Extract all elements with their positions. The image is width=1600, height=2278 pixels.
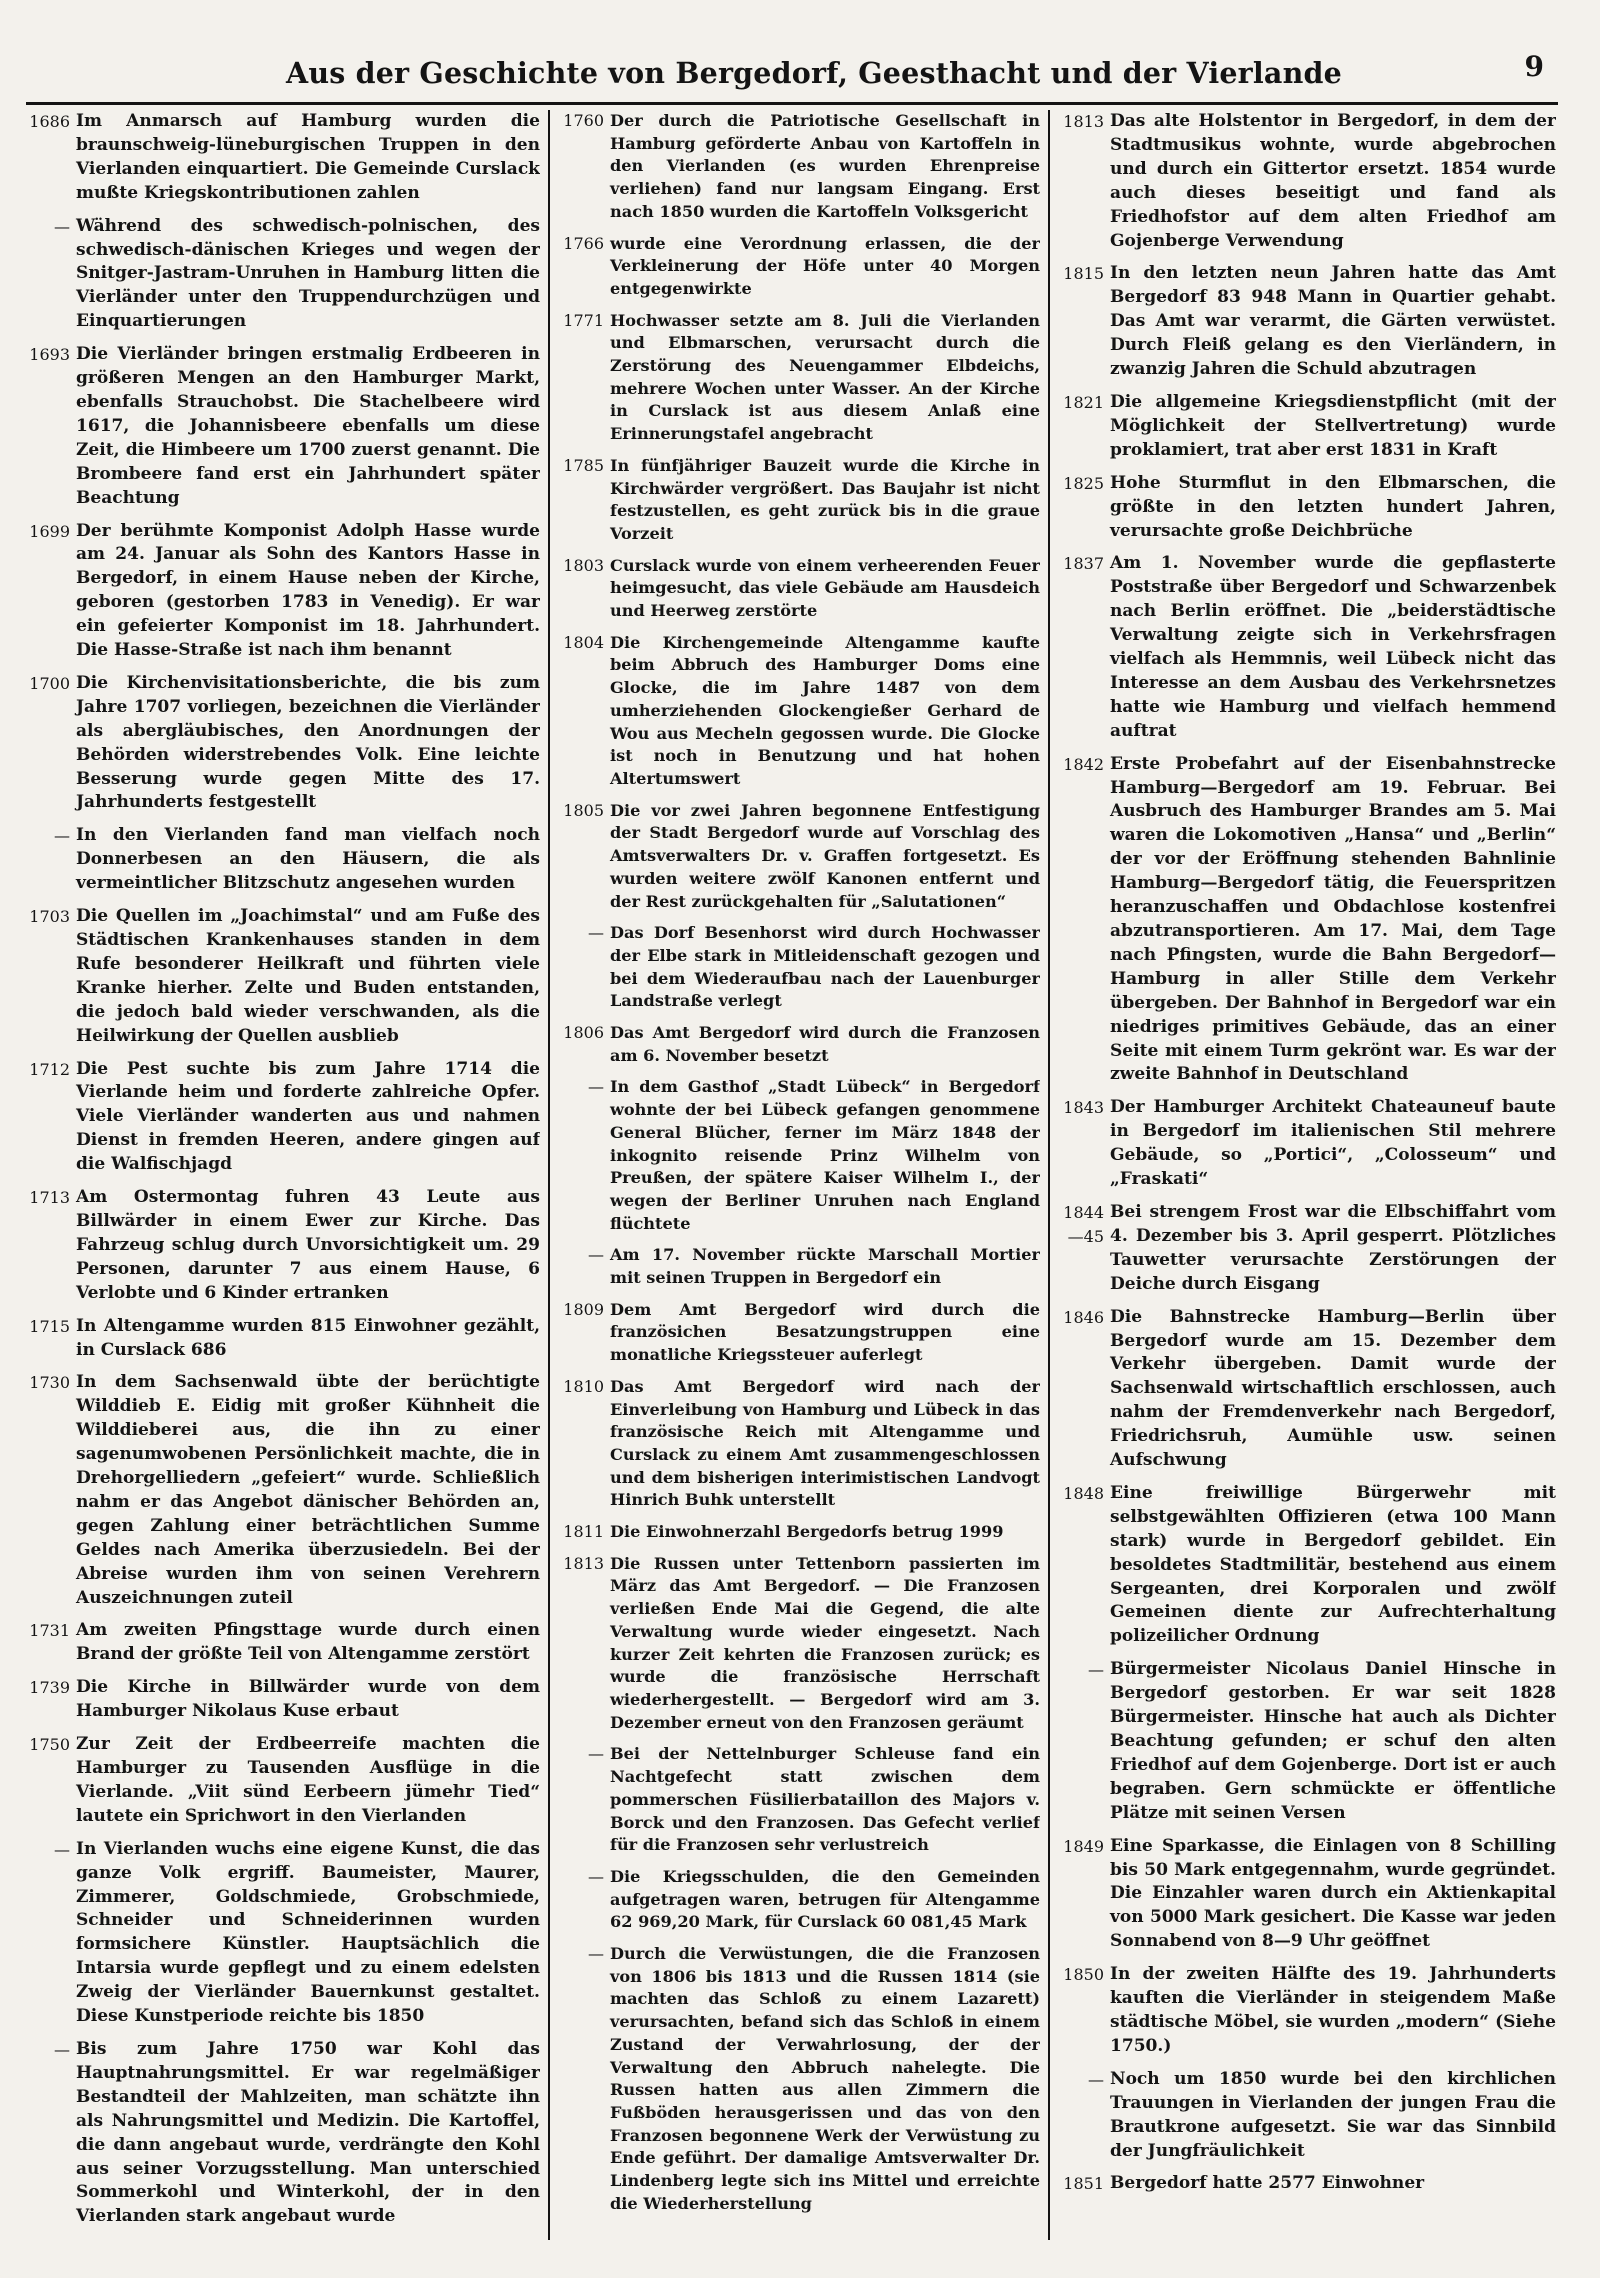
entry-year: 1837 (1063, 554, 1104, 574)
entry-text: Die Pest suchte bis zum Jahre 1714 die Vierlande heim und forderte zahlreiche Opfer. Viele Vierländer wanderten aus und nahmen Dienst in fremden Heeren, andere gingen auf die Walfischjagd (76, 1058, 540, 1175)
chronicle-entry (556, 1521, 1040, 1544)
entry-year: 1760 (563, 111, 604, 130)
entry-year: 1850 (1063, 1965, 1104, 1985)
chronicle-entry (1056, 552, 1556, 743)
entry-text: Die Vierländer bringen erstmalig Erdbeeren in größeren Mengen an den Hamburger Markt, ebenfalls Strauchobst. Die Stachelbeere wird 1617, die Johannisbeere ebenfalls um diese Zeit, die Himbeere um 1700 zuerst genannt. Die Brombeere fand erst ein Jahrhundert später Beachtung (76, 344, 540, 508)
entry-text: Die Einwohnerzahl Bergedorfs betrug 1999 (610, 1522, 1004, 1542)
entry-text: Am Ostermontag fuhren 43 Leute aus Billwärder in einem Ewer zur Kirche. Das Fahrzeug schlug durch Unvorsichtigkeit um. 29 Personen, darunter 7 aus einem Hause, 6 Verlobte und 6 Kinder ertranken (76, 1187, 540, 1303)
entry-year: — (588, 1866, 604, 1886)
chronicle-entry (1056, 1658, 1556, 1825)
entry-text: In der zweiten Hälfte des 19. Jahrhunderts kauften die Vierländer in steigendem Maße städtische Möbel, sie wurden „modern“ (Siehe 1750.) (1110, 1964, 1556, 2056)
chronicle-entry (26, 1315, 540, 1363)
chronicle-column-2 (556, 110, 1040, 2240)
chronicle-entry (1056, 1096, 1556, 1192)
entry-year: 1730 (29, 1373, 70, 1393)
entry-year: 1844—45 (1063, 1202, 1104, 1246)
chronicle-entry (556, 1376, 1040, 1512)
entry-year: 1813 (563, 1553, 604, 1573)
entry-year: — (54, 1839, 70, 1859)
entry-text: wurde eine Verordnung erlassen, die der Verkleinerung der Höfe unter 40 Morgen entgegenwirkte (610, 233, 1040, 298)
entry-year: 1821 (1063, 392, 1104, 412)
entry-text: Der Hamburger Architekt Chateauneuf baute in Bergedorf im italienischen Stil mehrere Gebäude, so „Portici“, „Colosseum“ und „Fraskati“ (1110, 1097, 1556, 1190)
chronicle-entry (556, 455, 1040, 546)
chronicle-entry (1056, 391, 1556, 463)
chronicle-entry (26, 905, 540, 1048)
entry-year: 1766 (563, 233, 604, 253)
entry-year: 1804 (563, 632, 604, 652)
entry-year: 1699 (29, 521, 70, 541)
entry-year: 1843 (1063, 1098, 1104, 1118)
chronicle-entry (26, 1838, 540, 2029)
entry-year: 1686 (29, 112, 70, 131)
entry-year: 1700 (29, 673, 70, 693)
chronicle-column-3 (1056, 110, 1556, 2240)
chronicle-entry (26, 520, 540, 663)
page-title: Aus der Geschichte von Bergedorf, Geesthacht und der Vierlande (286, 56, 1342, 90)
entry-year: 1815 (1063, 264, 1104, 284)
entry-text: Das Amt Bergedorf wird nach der Einverleibung von Hamburg und Lübeck in das französische Reich mit Altengamme und Curslack zu einem Amt zusammengeschlossen und dem bisherigen interimistischen Landvogt Hinrich Buhk unterstellt (610, 1376, 1040, 1510)
chronicle-entry (26, 2038, 540, 2229)
entry-year: 1842 (1063, 754, 1104, 774)
chronicle-entry (556, 1553, 1040, 1735)
entry-text: Der berühmte Komponist Adolph Hasse wurde am 24. Januar als Sohn des Kantors Hasse in Bergedorf, in einem Hause neben der Kirche, geboren (gestorben 1783 in Venedig). Er war ein gefeierter Komponist im 18. Jahrhundert. Die Hasse-Straße ist nach ihm benannt (76, 520, 540, 661)
entry-text: Die Quellen im „Joachimstal“ und am Fuße des Städtischen Krankenhauses standen in dem Rufe besonderer Heilkraft und führten viele Kranke hierher. Zelte und Buden entstanden, die jedoch bald wieder verschwanden, als die Heilwirkung der Quellen ausblieb (76, 906, 540, 1046)
chronicle-entry (1056, 262, 1556, 382)
entry-year: 1785 (563, 455, 604, 475)
chronicle-entry (556, 1244, 1040, 1289)
chronicle-entry (1056, 2068, 1556, 2164)
entry-year: — (588, 1245, 604, 1265)
chronicle-entry (556, 922, 1040, 1013)
chronicle-entry (26, 824, 540, 896)
entry-text: Am zweiten Pfingsttage wurde durch einen Brand der größte Teil von Altengamme zerstört (76, 1620, 540, 1665)
entry-text: Das Dorf Besenhorst wird durch Hochwasser der Elbe stark in Mitleidenschaft gezogen und bei dem Wiederaufbau nach der Lauenburger Landstraße verlegt (610, 923, 1040, 1011)
entry-text: Durch die Verwüstungen, die die Franzosen von 1806 bis 1813 und die Russen 1814 (sie machten das Schloß zu einem Lazarett) verursachten, befand sich das Schloß in einem Zustand der Verwahrlosung, der der Verwaltung den Abbruch nahelegte. Die Russen hatten aus allen Zimmern die Fußböden herausgerissen und das von den Franzosen begonnene Werk der Verwüstung zu Ende geführt. Der damalige Amtsverwalter Dr. Lindenberg legte sich ins Mittel und erreichte die Wiederherstellung (610, 1944, 1040, 2213)
chronicle-entry (26, 1733, 540, 1829)
chronicle-entry (1056, 1482, 1556, 1649)
entry-text: Noch um 1850 wurde bei den kirchlichen Trauungen in Vierlanden der jungen Frau die Brautkrone aufgesetzt. Sie war das Sinnbild der Jungfräulichkeit (1110, 2068, 1556, 2161)
entry-year: 1803 (563, 555, 604, 575)
entry-text: Im Anmarsch auf Hamburg wurden die braunschweig-lüneburgischen Truppen in den Vierlanden einquartiert. Die Gemeinde Curslack mußte Kriegskontributionen zahlen (76, 111, 540, 203)
entry-text: In dem Gasthof „Stadt Lübeck“ in Bergedorf wohnte der bei Lübeck gefangen genommene General Blücher, ferner im März 1848 der inkognito reisende Prinz Wilhelm von Preußen, der spätere Kaiser Wilhelm I., der wegen der Berliner Unruhen nach England flüchtete (610, 1077, 1040, 1233)
chronicle-column-1 (26, 110, 540, 2240)
entry-text: Bürgermeister Nicolaus Daniel Hinsche in Bergedorf gestorben. Er war seit 1828 Bürgermeister. Hinsche hat auch als Dichter Beachtung gefunden; er schuf den alten Friedhof auf dem Gojenberge. Dort ist er auch begraben. Gern schmückte er öffentliche Plätze mit seinen Versen (1110, 1659, 1556, 1823)
entry-text: Der durch die Patriotische Gesellschaft in Hamburg geförderte Anbau von Kartoffeln in den Vierlanden (es wurden Ehrenpreise verliehen) fand nur langsam Eingang. Erst nach 1850 wurden die Kartoffeln Volksgericht (610, 111, 1040, 221)
entry-text: In dem Sachsenwald übte der berüchtigte Wilddieb E. Eidig mit großer Kühnheit die Wilddieberei aus, die ihn zu einer sagenumwobenen Persönlichkeit machte, die in Drehorgelliedern „gefeiert“ wurde. Schließlich nahm er das Angebot dänischer Behörden an, gegen Zahlung einer beträchtlichen Summe Geldes nach Amerika überzusiedeln. Bei der Abreise wurden ihm von seinen Verehrern Auszeichnungen zuteil (76, 1372, 540, 1608)
entry-year: 1813 (1063, 112, 1104, 131)
chronicle-entry (1056, 472, 1556, 544)
entry-text: In Altengamme wurden 815 Einwohner gezählt, in Curslack 686 (76, 1315, 540, 1360)
chronicle-entry (26, 672, 540, 815)
chronicle-entry (26, 215, 540, 335)
entry-year: 1771 (563, 310, 604, 330)
page-header (26, 48, 1558, 105)
entry-text: Die vor zwei Jahren begonnene Entfestigung der Stadt Bergedorf wurde auf Vorschlag des Amtsverwalters Dr. v. Graffen fortgesetzt. Es wurden weitere zwölf Kanonen entfernt und der Rest zurückgehalten für „Salutationen“ (610, 800, 1040, 911)
entry-year: — (54, 2039, 70, 2059)
entry-text: Während des schwedisch-polnischen, des schwedisch-dänischen Krieges und wegen der Snitger-Jastram-Unruhen in Hamburg litten die Vierländer unter den Truppendurchzügen und Einquartierungen (76, 215, 540, 332)
chronicle-entry (1056, 110, 1556, 253)
entry-text: Hohe Sturmflut in den Elbmarschen, die größte in den letzten hundert Jahren, verursachte große Deichbrüche (1110, 472, 1556, 541)
entry-text: Curslack wurde von einem verheerenden Feuer heimgesucht, das viele Gebäude am Hausdeich und Heerweg zerstörte (610, 555, 1040, 621)
chronicle-entry (26, 343, 540, 510)
chronicle-entry (556, 800, 1040, 914)
entry-text: In den Vierlanden fand man vielfach noch Donnerbesen an den Häusern, die als vermeintlicher Blitzschutz angesehen wurden (76, 825, 540, 894)
entry-year: 1806 (563, 1023, 604, 1043)
chronicle-entry (1056, 1201, 1556, 1297)
entry-text: Erste Probefahrt auf der Eisenbahnstrecke Hamburg—Bergedorf am 19. Februar. Bei Ausbruch des Hamburger Brandes am 5. Mai waren die Lokomotiven „Hansa“ und „Berlin“ der vor der Eröffnung stehenden Bahnlinie Hamburg—Bergedorf tätig, die Feuerspritzen heranzuschaffen und Obdachlose kostenfrei abzutransportieren. Am 17. Mai, dem Tage nach Pfingsten, wurde die Bahn Bergedorf—Hamburg in aller Stille dem Verkehr übergeben. Der Bahnhof in Bergedorf war ein niedriges primitives Gebäude, das an einer Seite mit einem Turm gekrönt war. Es war der zweite Bahnhof in Deutschland (1110, 753, 1556, 1085)
chronicle-entry (556, 310, 1040, 446)
column-divider (548, 110, 550, 2240)
entry-year: 1750 (29, 1735, 70, 1755)
chronicle-entry (556, 555, 1040, 623)
entry-text: Eine freiwillige Bürgerwehr mit selbstgewählten Offizieren (etwa 100 Mann stark) wurde in Bergedorf gebildet. Ein besoldetes Stadtmilitär, bestehend aus einem Sergeanten, drei Korporalen und zwölf Gemeinen diente zur Aufrechterhaltung polizeilicher Ordnung (1110, 1482, 1556, 1647)
entry-year: — (588, 1744, 604, 1764)
chronicle-entry (556, 1076, 1040, 1235)
entry-year: 1703 (29, 907, 70, 927)
chronicle-columns (26, 110, 1558, 2240)
entry-year: 1825 (1063, 473, 1104, 493)
chronicle-entry (556, 1299, 1040, 1367)
chronicle-entry (26, 1058, 540, 1178)
entry-text: Am 1. November wurde die gepflasterte Poststraße über Bergedorf und Schwarzenbek nach Berlin eröffnet. Die „beiderstädtische Verwaltung zeigte sich in Verkehrsfragen vielfach als Hemmnis, weil Lübeck nicht das Interesse an dem Ausbau des Verkehrsnetzes hatte wie Hamburg und vielfach hemmend auftrat (1110, 553, 1556, 741)
entry-text: Dem Amt Bergedorf wird durch die französichen Besatzungstruppen eine monatliche Kriegssteuer auferlegt (610, 1299, 1040, 1365)
entry-text: In den letzten neun Jahren hatte das Amt Bergedorf 83 948 Mann in Quartier gehabt. Das Amt war verarmt, die Gärten verwüstet. Durch Fleiß gelang es den Vierländern, in zwanzig Jahren die Schuld abzutragen (1110, 263, 1556, 380)
entry-year: 1846 (1063, 1307, 1104, 1327)
chronicle-entry (1056, 753, 1556, 1088)
entry-text: Die Kriegsschulden, die den Gemeinden aufgetragen waren, betrugen für Altengamme 62 969,20 Mark, für Curslack 60 081,45 Mark (610, 1866, 1040, 1932)
entry-year: — (588, 1944, 604, 1964)
entry-text: In fünfjähriger Bauzeit wurde die Kirche in Kirchwärder vergrößert. Das Baujahr ist nicht festzustellen, es geht zurück bis in die graue Vorzeit (610, 455, 1040, 543)
chronicle-entry (26, 110, 540, 206)
chronicle-entry (556, 233, 1040, 301)
entry-text: Zur Zeit der Erdbeerreife machten die Hamburger zu Tausenden Ausflüge in die Vierlande. „Viit sünd Eerbeern jümehr Tied“ lautete ein Sprichwort in den Vierlanden (76, 1734, 540, 1826)
entry-year: 1810 (563, 1376, 604, 1396)
chronicle-entry (26, 1619, 540, 1667)
entry-text: Eine Sparkasse, die Einlagen von 8 Schilling bis 50 Mark entgegennahm, wurde gegründet. Die Einzahler waren durch ein Aktienkapital von 5000 Mark gesichert. Die Kasse war jeden Sonnabend von 8—9 Uhr geöffnet (1110, 1835, 1556, 1952)
chronicle-entry (556, 632, 1040, 791)
entry-year: 1848 (1063, 1483, 1104, 1503)
page-number: 9 (1524, 50, 1544, 83)
chronicle-entry (1056, 1835, 1556, 1955)
entry-year: — (1088, 2069, 1104, 2089)
entry-year: 1731 (29, 1621, 70, 1641)
chronicle-entry (1056, 1306, 1556, 1473)
chronicle-entry (1056, 1963, 1556, 2059)
entry-year: 1849 (1063, 1836, 1104, 1856)
entry-text: Die allgemeine Kriegsdienstpflicht (mit der Möglichkeit der Stellvertretung) wurde proklamiert, trat aber erst 1831 in Kraft (1110, 391, 1556, 460)
entry-year: — (588, 1077, 604, 1097)
entry-text: Das alte Holstentor in Bergedorf, in dem der Stadtmusikus wohnte, wurde abgebrochen und durch ein Gittertor ersetzt. 1854 wurde auch dieses beseitigt und fand als Friedhofstor auf dem alten Friedhof am Gojenberge Verwendung (1110, 111, 1556, 251)
entry-year: — (1088, 1660, 1104, 1680)
entry-year: — (588, 923, 604, 943)
entry-text: Die Kirchengemeinde Altengamme kaufte beim Abbruch des Hamburger Doms eine Glocke, die im Jahre 1487 von dem umherziehenden Glockengießer Gerhard de Wou aus Mecheln gegossen wurde. Die Glocke ist noch in Benutzung und hat hohen Altertumswert (610, 632, 1040, 788)
chronicle-entry (26, 1186, 540, 1306)
entry-text: Bis zum Jahre 1750 war Kohl das Hauptnahrungsmittel. Er war regelmäßiger Bestandteil der Mahlzeiten, man schätzte ihn als Nahrungsmittel und Medizin. Die Kartoffel, die dann angebaut wurde, verdrängte den Kohl aus seiner Vorzugsstellung. Man unterschied Sommerkohl und Winterkohl, der in den Vierlanden stark angebaut wurde (76, 2038, 540, 2227)
entry-text: Bei strengem Frost war die Elbschiffahrt vom 4. Dezember bis 3. April gesperrt. Plötzliches Tauwetter verursachte Zerstörungen der Deiche durch Eisgang (1110, 1201, 1556, 1294)
entry-year: 1693 (29, 345, 70, 365)
entry-text: Das Amt Bergedorf wird durch die Franzosen am 6. November besetzt (610, 1023, 1040, 1065)
entry-year: 1809 (563, 1299, 604, 1319)
entry-text: Die Kirche in Billwärder wurde von dem Hamburger Nikolaus Kuse erbaut (76, 1677, 540, 1722)
entry-text: Hochwasser setzte am 8. Juli die Vierlanden und Elbmarschen, verursacht durch die Zerstörung des Neuengammer Elbdeichs, mehrere Wochen unter Wasser. An der Kirche in Curslack ist aus diesem Anlaß eine Erinnerungstafel angebracht (610, 310, 1040, 444)
entry-year: 1712 (29, 1059, 70, 1079)
entry-year: 1713 (29, 1188, 70, 1208)
entry-text: Am 17. November rückte Marschall Mortier mit seinen Truppen in Bergedorf ein (610, 1245, 1040, 1288)
chronicle-entry (26, 1371, 540, 1610)
entry-year: 1739 (29, 1678, 70, 1698)
chronicle-entry (556, 110, 1040, 224)
entry-year: — (54, 826, 70, 846)
chronicle-entry (556, 1943, 1040, 2215)
chronicle-entry (1056, 2172, 1556, 2196)
chronicle-entry (556, 1022, 1040, 1067)
entry-year: 1811 (563, 1522, 604, 1542)
entry-year: 1851 (1063, 2174, 1104, 2194)
chronicle-entry (556, 1743, 1040, 1857)
chronicle-entry (26, 1676, 540, 1724)
entry-text: Bergedorf hatte 2577 Einwohner (1110, 2173, 1425, 2194)
entry-text: Die Bahnstrecke Hamburg—Berlin über Bergedorf wurde am 15. Dezember dem Verkehr übergeben. Damit wurde der Sachsenwald wirtschaftlich erschlossen, auch nahm der Fremdenverkehr nach Bergedorf, Friedrichsruh, Aumühle usw. seinen Aufschwung (1110, 1306, 1556, 1471)
entry-text: Bei der Nettelnburger Schleuse fand ein Nachtgefecht statt zwischen dem pommerschen Füsilierbataillon des Majors v. Borck und den Franzosen. Das Gefecht verlief für die Franzosen sehr verlustreich (610, 1744, 1040, 1855)
entry-year: — (54, 216, 70, 236)
entry-year: 1805 (563, 800, 604, 820)
column-divider (1048, 110, 1050, 2240)
entry-text: Die Kirchenvisitationsberichte, die bis zum Jahre 1707 vorliegen, bezeichnen die Vierländer als abergläubisches, den Anordnungen der Behörden widerstrebendes Volk. Eine leichte Besserung wurde gegen Mitte des 17. Jahrhunderts festgestellt (76, 672, 540, 813)
chronicle-entry (556, 1866, 1040, 1934)
entry-text: Die Russen unter Tettenborn passierten im März das Amt Bergedorf. — Die Franzosen verließen Ende Mai die Gegend, die alte Verwaltung wurde wieder eingesetzt. Nach kurzer Zeit kehrten die Franzosen zurück; es wurde die französische Herrschaft wiederhergestellt. — Bergedorf wird am 3. Dezember erneut von den Franzosen geräumt (610, 1553, 1040, 1732)
entry-text: In Vierlanden wuchs eine eigene Kunst, die das ganze Volk ergriff. Baumeister, Maurer, Zimmerer, Goldschmiede, Grobschmiede, Schneider und Schneiderinnen wurden formsichere Künstler. Hauptsächlich die Intarsia wurde gepflegt und zu einem edelsten Zweig der Vierländer Bauernkunst gestaltet. Diese Kunstperiode reichte bis 1850 (76, 1838, 540, 2027)
entry-year: 1715 (29, 1316, 70, 1336)
